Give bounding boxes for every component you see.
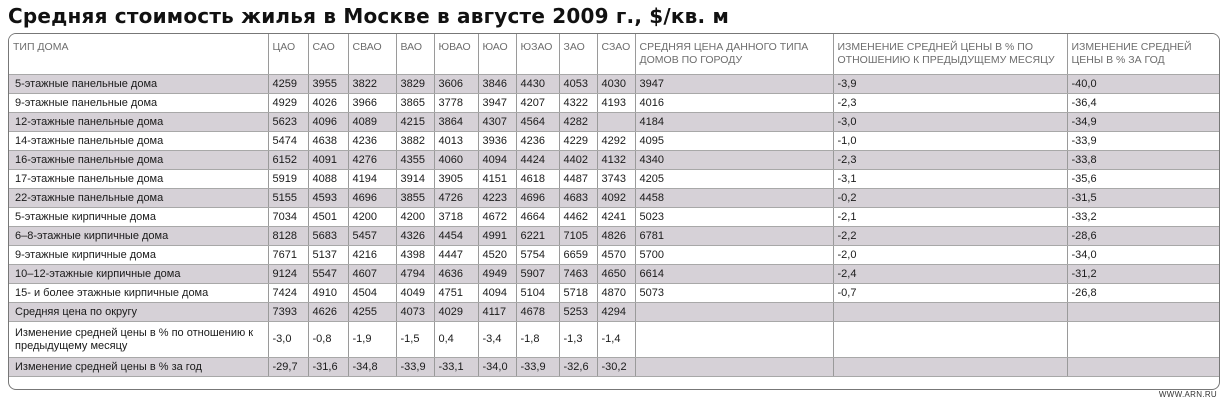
table-row: [9, 189, 1219, 208]
table-row: [9, 94, 1219, 113]
month-change-cell: -1,0: [833, 132, 1067, 151]
column-header-district: ЦАО: [268, 34, 308, 75]
city-average-cell: 5073: [635, 284, 833, 303]
district-value-cell: 4089: [348, 113, 396, 132]
house-type-cell: Средняя цена по округу: [9, 303, 268, 322]
district-value-cell: 4026: [308, 94, 348, 113]
year-change-cell: -40,0: [1067, 75, 1219, 94]
district-value-cell: 4193: [597, 94, 635, 113]
month-change-cell: -2,3: [833, 151, 1067, 170]
district-value-cell: 4726: [434, 189, 478, 208]
table-row: [9, 227, 1219, 246]
month-change-cell: -3,9: [833, 75, 1067, 94]
district-value-cell: 4094: [478, 284, 516, 303]
column-header-district: ВАО: [396, 34, 434, 75]
price-table: [9, 34, 1219, 377]
house-type-cell: 14-этажные панельные дома: [9, 132, 268, 151]
district-value-cell: 4447: [434, 246, 478, 265]
district-value-cell: 4132: [597, 151, 635, 170]
district-value-cell: 9124: [268, 265, 308, 284]
month-change-cell: -2,0: [833, 246, 1067, 265]
house-type-cell: 9-этажные панельные дома: [9, 94, 268, 113]
year-change-cell: -31,5: [1067, 189, 1219, 208]
district-value-cell: 3606: [434, 75, 478, 94]
district-value-cell: 4241: [597, 208, 635, 227]
city-average-cell: 4016: [635, 94, 833, 113]
house-type-cell: 17-этажные панельные дома: [9, 170, 268, 189]
year-change-cell: -34,0: [1067, 246, 1219, 265]
district-value-cell: 3882: [396, 132, 434, 151]
table-row: [9, 246, 1219, 265]
district-value-cell: 3905: [434, 170, 478, 189]
district-value-cell: 4200: [348, 208, 396, 227]
page-title: Средняя стоимость жилья в Москве в августе 2009 г., $/кв. м: [8, 4, 730, 28]
city-average-cell: [635, 358, 833, 377]
month-change-cell: -2,2: [833, 227, 1067, 246]
district-value-cell: 4650: [597, 265, 635, 284]
city-average-cell: 4184: [635, 113, 833, 132]
district-value-cell: 4326: [396, 227, 434, 246]
column-header-change-year: ИЗМЕНЕНИЕ СРЕДНЕЙ ЦЕНЫ В % ЗА ГОД: [1067, 34, 1219, 75]
district-value-cell: 4200: [396, 208, 434, 227]
city-average-cell: 5023: [635, 208, 833, 227]
district-value-cell: 4751: [434, 284, 478, 303]
district-value-cell: 5155: [268, 189, 308, 208]
table-row: [9, 284, 1219, 303]
column-header-district: СЗАО: [597, 34, 635, 75]
district-value-cell: 4607: [348, 265, 396, 284]
district-value-cell: 4683: [559, 189, 597, 208]
district-value-cell: 4073: [396, 303, 434, 322]
month-change-cell: -0,7: [833, 284, 1067, 303]
district-value-cell: 4636: [434, 265, 478, 284]
city-average-cell: 6781: [635, 227, 833, 246]
district-value-cell: 8128: [268, 227, 308, 246]
table-row: [9, 303, 1219, 322]
district-value-cell: 4094: [478, 151, 516, 170]
district-value-cell: 5474: [268, 132, 308, 151]
district-value-cell: 4487: [559, 170, 597, 189]
house-type-cell: 9-этажные кирпичные дома: [9, 246, 268, 265]
district-value-cell: 5623: [268, 113, 308, 132]
district-value-cell: -1,5: [396, 322, 434, 358]
district-value-cell: 4276: [348, 151, 396, 170]
district-value-cell: -3,4: [478, 322, 516, 358]
district-value-cell: 4292: [597, 132, 635, 151]
district-value-cell: 5547: [308, 265, 348, 284]
district-value-cell: 7671: [268, 246, 308, 265]
column-header-district: ЮВАО: [434, 34, 478, 75]
district-value-cell: 5683: [308, 227, 348, 246]
district-value-cell: 4462: [559, 208, 597, 227]
district-value-cell: 7424: [268, 284, 308, 303]
district-value-cell: 3718: [434, 208, 478, 227]
district-value-cell: 4520: [478, 246, 516, 265]
district-value-cell: -33,9: [396, 358, 434, 377]
table-row: [9, 132, 1219, 151]
district-value-cell: 3947: [478, 94, 516, 113]
district-value-cell: -3,0: [268, 322, 308, 358]
district-value-cell: 3966: [348, 94, 396, 113]
year-change-cell: -33,9: [1067, 132, 1219, 151]
city-average-cell: 4205: [635, 170, 833, 189]
header-row: [9, 34, 1219, 75]
source-credit: WWW.ARN.RU: [1158, 390, 1217, 399]
district-value-cell: 5137: [308, 246, 348, 265]
column-header-district: САО: [308, 34, 348, 75]
district-value-cell: 4564: [516, 113, 559, 132]
district-value-cell: 4618: [516, 170, 559, 189]
house-type-cell: 6–8-этажные кирпичные дома: [9, 227, 268, 246]
district-value-cell: 4402: [559, 151, 597, 170]
district-value-cell: 4030: [597, 75, 635, 94]
district-value-cell: 3936: [478, 132, 516, 151]
year-change-cell: -26,8: [1067, 284, 1219, 303]
year-change-cell: -33,2: [1067, 208, 1219, 227]
column-header-district: ЗАО: [559, 34, 597, 75]
house-type-cell: 5-этажные кирпичные дома: [9, 208, 268, 227]
year-change-cell: -36,4: [1067, 94, 1219, 113]
district-value-cell: 4696: [516, 189, 559, 208]
district-value-cell: 4870: [597, 284, 635, 303]
month-change-cell: -2,1: [833, 208, 1067, 227]
district-value-cell: -1,4: [597, 322, 635, 358]
district-value-cell: 3864: [434, 113, 478, 132]
district-value-cell: 4307: [478, 113, 516, 132]
year-change-cell: -31,2: [1067, 265, 1219, 284]
district-value-cell: 3846: [478, 75, 516, 94]
district-value-cell: 4570: [597, 246, 635, 265]
district-value-cell: 4430: [516, 75, 559, 94]
city-average-cell: 5700: [635, 246, 833, 265]
district-value-cell: 3955: [308, 75, 348, 94]
district-value-cell: 4672: [478, 208, 516, 227]
city-average-cell: 4095: [635, 132, 833, 151]
district-value-cell: 4626: [308, 303, 348, 322]
column-header-change-month: ИЗМЕНЕНИЕ СРЕДНЕЙ ЦЕНЫ В % ПО ОТНОШЕНИЮ К ПРЕДЫДУЩЕМУ МЕСЯЦУ: [833, 34, 1067, 75]
house-type-cell: 15- и более этажные кирпичные дома: [9, 284, 268, 303]
column-header-district: ЮЗАО: [516, 34, 559, 75]
district-value-cell: 0,4: [434, 322, 478, 358]
district-value-cell: 4282: [559, 113, 597, 132]
district-value-cell: 4949: [478, 265, 516, 284]
district-value-cell: 3829: [396, 75, 434, 94]
district-value-cell: 3855: [396, 189, 434, 208]
district-value-cell: 7105: [559, 227, 597, 246]
district-value-cell: 6221: [516, 227, 559, 246]
district-value-cell: 4013: [434, 132, 478, 151]
district-value-cell: 4096: [308, 113, 348, 132]
district-value-cell: 4398: [396, 246, 434, 265]
district-value-cell: 4229: [559, 132, 597, 151]
house-type-cell: Изменение средней цены в % по отношению к предыдущему месяцу: [9, 322, 268, 358]
price-table-frame: [8, 33, 1220, 390]
table-row: [9, 322, 1219, 358]
district-value-cell: 3778: [434, 94, 478, 113]
district-value-cell: -34,8: [348, 358, 396, 377]
month-change-cell: [833, 322, 1067, 358]
city-average-cell: 3947: [635, 75, 833, 94]
district-value-cell: 4991: [478, 227, 516, 246]
house-type-cell: 22-этажные панельные дома: [9, 189, 268, 208]
district-value-cell: -30,2: [597, 358, 635, 377]
table-row: [9, 265, 1219, 284]
district-value-cell: -33,1: [434, 358, 478, 377]
district-value-cell: 4910: [308, 284, 348, 303]
district-value-cell: 4294: [597, 303, 635, 322]
year-change-cell: [1067, 358, 1219, 377]
district-value-cell: 4236: [348, 132, 396, 151]
table-row: [9, 151, 1219, 170]
table-row: [9, 358, 1219, 377]
district-value-cell: 4151: [478, 170, 516, 189]
district-value-cell: 3914: [396, 170, 434, 189]
district-value-cell: 5718: [559, 284, 597, 303]
district-value-cell: 4049: [396, 284, 434, 303]
column-header-type: ТИП ДОМА: [9, 34, 268, 75]
district-value-cell: 3865: [396, 94, 434, 113]
district-value-cell: -31,6: [308, 358, 348, 377]
year-change-cell: -33,8: [1067, 151, 1219, 170]
year-change-cell: -35,6: [1067, 170, 1219, 189]
district-value-cell: -33,9: [516, 358, 559, 377]
district-value-cell: -32,6: [559, 358, 597, 377]
district-value-cell: 4215: [396, 113, 434, 132]
district-value-cell: 3822: [348, 75, 396, 94]
district-value-cell: 4638: [308, 132, 348, 151]
column-header-avg-city: СРЕДНЯЯ ЦЕНА ДАННОГО ТИПА ДОМОВ ПО ГОРОДУ: [635, 34, 833, 75]
district-value-cell: 4091: [308, 151, 348, 170]
district-value-cell: 4216: [348, 246, 396, 265]
district-value-cell: 4255: [348, 303, 396, 322]
year-change-cell: [1067, 322, 1219, 358]
district-value-cell: 4929: [268, 94, 308, 113]
district-value-cell: 5907: [516, 265, 559, 284]
column-header-district: СВАО: [348, 34, 396, 75]
district-value-cell: 4053: [559, 75, 597, 94]
district-value-cell: 4092: [597, 189, 635, 208]
district-value-cell: 4029: [434, 303, 478, 322]
house-type-cell: Изменение средней цены в % за год: [9, 358, 268, 377]
house-type-cell: 16-этажные панельные дома: [9, 151, 268, 170]
district-value-cell: 7393: [268, 303, 308, 322]
district-value-cell: 4259: [268, 75, 308, 94]
house-type-cell: 5-этажные панельные дома: [9, 75, 268, 94]
district-value-cell: 4194: [348, 170, 396, 189]
column-header-district: ЮАО: [478, 34, 516, 75]
district-value-cell: 4355: [396, 151, 434, 170]
district-value-cell: -34,0: [478, 358, 516, 377]
district-value-cell: -1,8: [516, 322, 559, 358]
district-value-cell: 5104: [516, 284, 559, 303]
district-value-cell: 6152: [268, 151, 308, 170]
month-change-cell: -3,0: [833, 113, 1067, 132]
month-change-cell: [833, 303, 1067, 322]
district-value-cell: -0,8: [308, 322, 348, 358]
month-change-cell: [833, 358, 1067, 377]
month-change-cell: -0,2: [833, 189, 1067, 208]
city-average-cell: 4458: [635, 189, 833, 208]
house-type-cell: 12-этажные панельные дома: [9, 113, 268, 132]
district-value-cell: 4424: [516, 151, 559, 170]
table-row: [9, 113, 1219, 132]
month-change-cell: -2,4: [833, 265, 1067, 284]
district-value-cell: 6659: [559, 246, 597, 265]
city-average-cell: 4340: [635, 151, 833, 170]
district-value-cell: 5253: [559, 303, 597, 322]
district-value-cell: 4794: [396, 265, 434, 284]
district-value-cell: 7034: [268, 208, 308, 227]
table-row: [9, 75, 1219, 94]
table-body: [9, 75, 1219, 377]
city-average-cell: 6614: [635, 265, 833, 284]
district-value-cell: 4088: [308, 170, 348, 189]
district-value-cell: -29,7: [268, 358, 308, 377]
month-change-cell: -2,3: [833, 94, 1067, 113]
house-type-cell: 10–12-этажные кирпичные дома: [9, 265, 268, 284]
district-value-cell: 5754: [516, 246, 559, 265]
district-value-cell: -1,9: [348, 322, 396, 358]
district-value-cell: 3743: [597, 170, 635, 189]
district-value-cell: 4454: [434, 227, 478, 246]
district-value-cell: 4826: [597, 227, 635, 246]
district-value-cell: 4236: [516, 132, 559, 151]
city-average-cell: [635, 322, 833, 358]
year-change-cell: -28,6: [1067, 227, 1219, 246]
year-change-cell: -34,9: [1067, 113, 1219, 132]
table-row: [9, 208, 1219, 227]
district-value-cell: 7463: [559, 265, 597, 284]
district-value-cell: 4322: [559, 94, 597, 113]
district-value-cell: 4664: [516, 208, 559, 227]
year-change-cell: [1067, 303, 1219, 322]
table-row: [9, 170, 1219, 189]
district-value-cell: 5919: [268, 170, 308, 189]
city-average-cell: [635, 303, 833, 322]
district-value-cell: 4593: [308, 189, 348, 208]
district-value-cell: 4117: [478, 303, 516, 322]
district-value-cell: 4223: [478, 189, 516, 208]
district-value-cell: -1,3: [559, 322, 597, 358]
district-value-cell: 4060: [434, 151, 478, 170]
district-value-cell: 4207: [516, 94, 559, 113]
district-value-cell: 4678: [516, 303, 559, 322]
district-value-cell: 4501: [308, 208, 348, 227]
month-change-cell: -3,1: [833, 170, 1067, 189]
district-value-cell: 5457: [348, 227, 396, 246]
district-value-cell: 4504: [348, 284, 396, 303]
district-value-cell: [597, 113, 635, 132]
district-value-cell: 4696: [348, 189, 396, 208]
